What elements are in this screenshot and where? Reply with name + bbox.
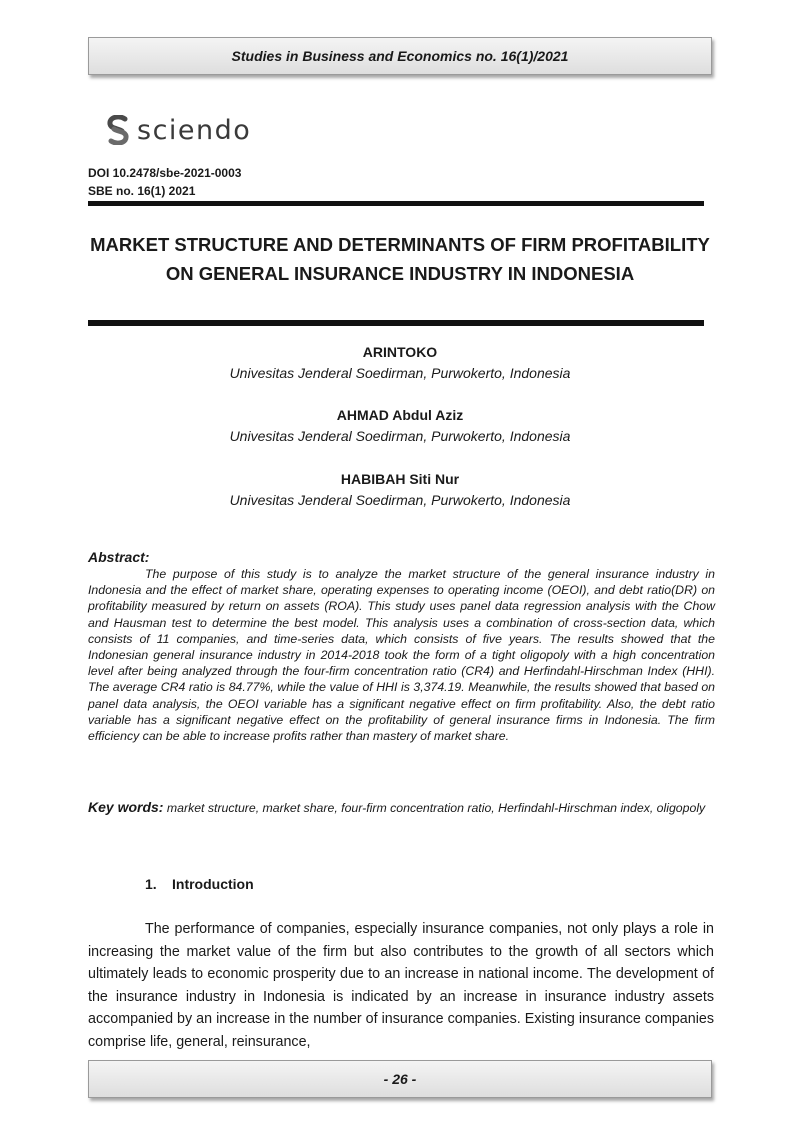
abstract-heading: Abstract: — [88, 549, 150, 565]
abstract-text: The purpose of this study is to analyze the market structure of the general insurance industry in Indonesia and the effect of market share, operating expenses to operating income (OEOI), and debt ratio(DR) on profitability measured by return on assets (ROA). This study uses panel data regression analysis with the Chow and Hausman test to determine the best model. This analysis uses a combination of cross-section data, which consists of 11 companies, and time-series data, which consists of five years. The results showed that the Indonesian general insurance industry in 2014-2018 took the form of a tight oligopoly with a high concentration level after being analyzed through the four-firm concentration ratio (CR4) and Herfindahl-Hirschman Index (HHI). The average CR4 ratio is 84.77%, while the value of HHI is 3,374.19. Meanwhile, the results showed that based on panel data analysis, the OEOI variable has a significant negative effect on firm profitability. Also, the debt ratio variable has a significant negative effect on the profitability of general insurance firms in Indonesia. The firm efficiency can be able to increase profits rather than mastery of market share. — [88, 567, 715, 744]
doi-line: DOI 10.2478/sbe-2021-0003 — [88, 166, 242, 180]
sbe-line: SBE no. 16(1) 2021 — [88, 184, 196, 198]
section-title: Introduction — [172, 876, 254, 892]
title-rule-bottom — [88, 320, 704, 326]
paper-title: MARKET STRUCTURE AND DETERMINANTS OF FIRM PROFITABILITY ON GENERAL INSURANCE INDUSTRY IN INDONESIA — [90, 234, 710, 284]
abstract-section — [88, 548, 715, 744]
author-name: AHMAD Abdul Aziz — [336, 407, 464, 423]
page-number: - 26 - — [383, 1071, 417, 1087]
intro-paragraph: The performance of companies, especially insurance companies, not only plays a role in increasing the market value of the firm but also contributes to the growth of all sectors which ultimately leads to economic prosperity due to an increase in national income. The development of the insurance industry in Indonesia is indicated by an increase in insurance industry assets accompanied by an increase in the number of insurance companies. Existing insurance companies comprise life, general, reinsurance, — [88, 921, 714, 1050]
author-3 — [88, 469, 712, 511]
journal-header-text: Studies in Business and Economics no. 16(1)/2021 — [231, 48, 569, 64]
title-rule-top — [88, 201, 704, 206]
page-footer-bar — [88, 1060, 712, 1098]
author-name: HABIBAH Siti Nur — [340, 471, 460, 487]
author-2 — [88, 405, 712, 447]
author-1 — [88, 342, 712, 384]
section-number: 1. — [145, 876, 157, 892]
sciendo-s-icon — [105, 115, 131, 145]
author-affiliation: Univesitas Jenderal Soedirman, Purwokerto, Indonesia — [229, 365, 571, 381]
author-affiliation: Univesitas Jenderal Soedirman, Purwokerto, Indonesia — [229, 428, 571, 444]
article-meta — [88, 164, 241, 200]
keywords-text: market structure, market share, four-firm concentration ratio, Herfindahl-Hirschman index, oligopoly — [166, 801, 706, 815]
logo-wordmark: sciendo — [137, 114, 252, 146]
keywords-section — [88, 799, 715, 817]
author-name: ARINTOKO — [362, 344, 438, 360]
journal-header-bar — [88, 37, 712, 75]
keywords-heading: Key words: — [88, 799, 164, 815]
author-affiliation: Univesitas Jenderal Soedirman, Purwokerto, Indonesia — [229, 492, 571, 508]
section-heading — [145, 876, 254, 892]
sciendo-logo — [88, 104, 268, 156]
